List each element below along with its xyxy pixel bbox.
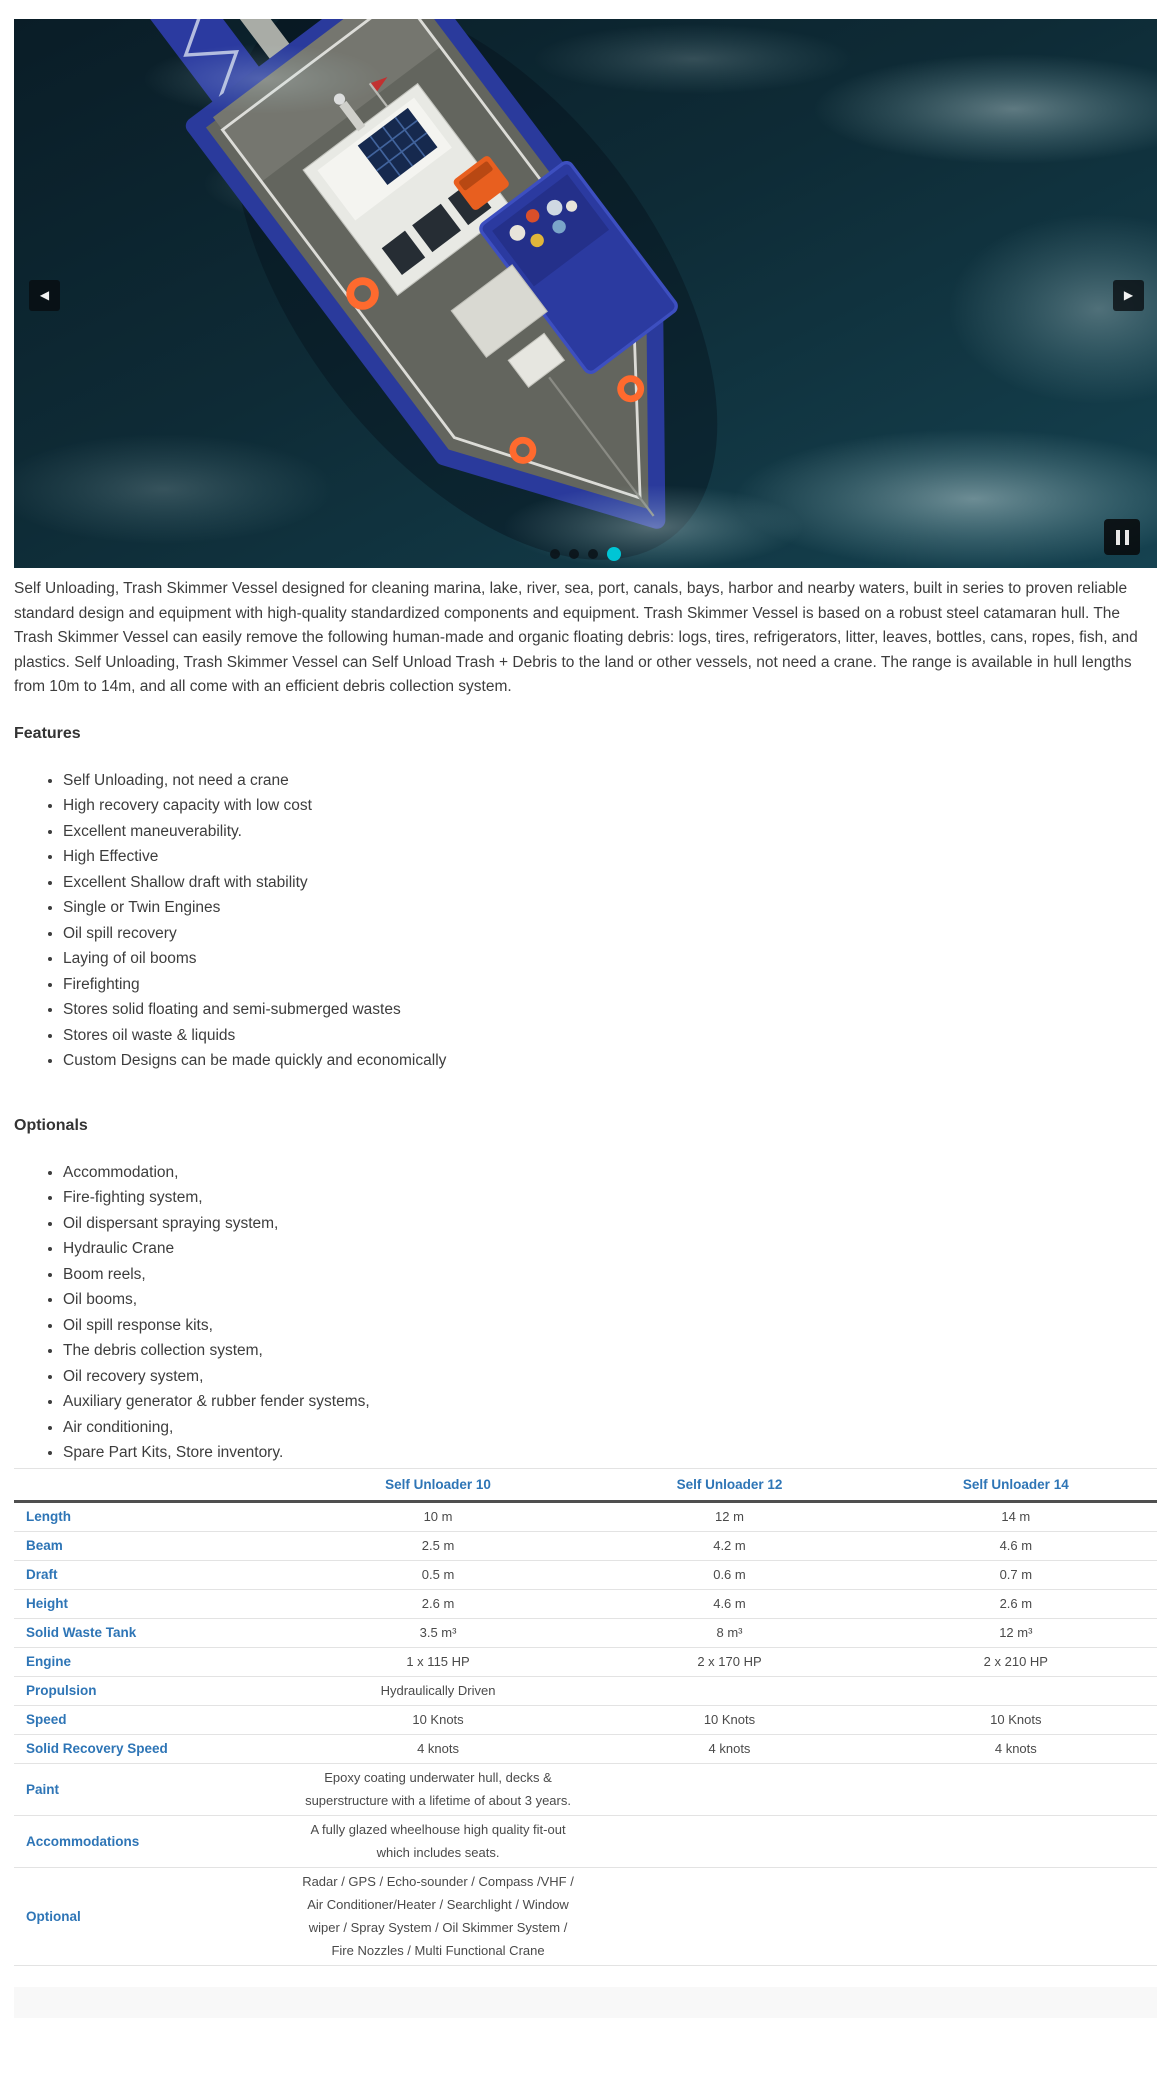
spec-label: Engine — [14, 1647, 292, 1676]
spec-value — [875, 1867, 1157, 1965]
spec-value: 2 x 210 HP — [875, 1647, 1157, 1676]
spec-value: 4 knots — [584, 1734, 874, 1763]
spec-value: 10 Knots — [584, 1705, 874, 1734]
optionals-heading: Optionals — [14, 1116, 88, 1134]
spec-row-engine — [14, 1647, 1157, 1676]
carousel-dot[interactable] — [588, 549, 598, 559]
spec-header-empty — [14, 1468, 292, 1501]
carousel-dot[interactable] — [550, 549, 560, 559]
spec-value — [292, 1763, 585, 1815]
spec-row-propulsion — [14, 1676, 1157, 1705]
carousel-dots — [550, 547, 621, 561]
spec-row-paint — [14, 1763, 1157, 1815]
pause-icon — [1116, 530, 1129, 545]
spec-value: 10 m — [423, 1509, 453, 1525]
features-heading: Features — [14, 724, 81, 742]
spec-value: 0.5 m — [292, 1560, 585, 1589]
optional-item: • Fire-fighting system, — [63, 1185, 1157, 1211]
spec-table — [14, 1468, 1157, 1966]
feature-item: • Excellent Shallow draft with stability — [63, 870, 1157, 896]
spec-header-model-10: Self Unloader 10 — [292, 1468, 585, 1501]
spec-row-accommodations — [14, 1815, 1157, 1867]
spec-value — [875, 1676, 1157, 1705]
spec-label: Propulsion — [14, 1676, 292, 1705]
spec-row-draft — [14, 1560, 1157, 1589]
feature-item: • Laying of oil booms — [63, 946, 1157, 972]
feature-item: • Stores oil waste & liquids — [63, 1023, 1157, 1049]
spec-value-text: Radar / GPS / Echo-sounder / Compass /VHF / Air Conditioner/Heater / Searchlight / Window wiper / Spray System / Oil Skimmer System / Fire Nozzles / Multi Functional Crane — [302, 1874, 574, 1959]
optional-item: • Accommodation, — [63, 1160, 1157, 1186]
spec-value — [292, 1867, 585, 1965]
chevron-right-icon: ▶ — [1123, 288, 1134, 302]
vessel-description: Self Unloading, Trash Skimmer Vessel designed for cleaning marina, lake, river, sea, port, canals, bays, harbor and nearby waters, built in series to proven reliable standard design and equipment with high-quality standardized components and equipment. Trash Skimmer Vessel is based on a robust steel catamaran hull. The Trash Skimmer Vessel can easily remove the following human-made and organic floating debris: logs, tires, refrigerators, litter, leaves, bottles, cans, ropes, fish, and plastics. Self Unloading, Trash Skimmer Vessel can Self Unload Trash + Debris to the land or other vessels, not need a crane. The range is available in hull lengths from 10m to 14m, and all come with an efficient debris collection system. — [14, 580, 1138, 696]
feature-item: • Self Unloading, not need a crane — [63, 768, 1157, 794]
spec-value — [875, 1763, 1157, 1815]
spec-value: 2 x 170 HP — [584, 1647, 874, 1676]
spec-value — [875, 1815, 1157, 1867]
spec-value: 2.5 m — [292, 1531, 585, 1560]
spec-label: Height — [14, 1589, 292, 1618]
optional-item: • Oil recovery system, — [63, 1364, 1157, 1390]
optional-item: • Auxiliary generator & rubber fender systems, — [63, 1389, 1157, 1415]
spec-value — [584, 1815, 874, 1867]
spec-value: 0.7 m — [875, 1560, 1157, 1589]
feature-item: • Excellent maneuverability. — [63, 819, 1157, 845]
spec-value — [584, 1867, 874, 1965]
spec-value — [584, 1763, 874, 1815]
feature-item: • Firefighting — [63, 972, 1157, 998]
feature-item: • Stores solid floating and semi-submerged wastes — [63, 997, 1157, 1023]
chevron-left-icon: ◀ — [39, 288, 50, 302]
optional-item: • Boom reels, — [63, 1262, 1157, 1288]
features-list — [14, 768, 1157, 1074]
spec-row-speed — [14, 1705, 1157, 1734]
spec-label: Solid Recovery Speed — [14, 1734, 292, 1763]
spec-value: 4 knots — [292, 1734, 585, 1763]
feature-item: • Custom Designs can be made quickly and economically — [63, 1048, 1157, 1074]
spec-label: Solid Waste Tank — [14, 1618, 292, 1647]
spec-header-row — [14, 1468, 1157, 1501]
carousel-next-button[interactable] — [1113, 280, 1144, 311]
spec-value — [584, 1676, 874, 1705]
optional-item: • Oil booms, — [63, 1287, 1157, 1313]
spec-row-height — [14, 1589, 1157, 1618]
spec-value: 4.6 m — [584, 1589, 874, 1618]
vessel-photo — [14, 19, 1157, 568]
spec-header-model-14: Self Unloader 14 — [875, 1468, 1157, 1501]
spec-row-beam — [14, 1531, 1157, 1560]
spec-row-optional — [14, 1867, 1157, 1965]
optional-item: • Spare Part Kits, Store inventory. — [63, 1440, 1157, 1466]
spec-value-text: A fully glazed wheelhouse high quality fit-out which includes seats. — [310, 1822, 566, 1861]
spec-value: 10 Knots — [875, 1705, 1157, 1734]
spec-header-model-12: Self Unloader 12 — [584, 1468, 874, 1501]
spec-label: Beam — [14, 1531, 292, 1560]
spec-value: 4.2 m — [584, 1531, 874, 1560]
feature-item: • Single or Twin Engines — [63, 895, 1157, 921]
spec-label: Draft — [14, 1560, 292, 1589]
feature-item: • High Effective — [63, 844, 1157, 870]
spec-value: 8 m³ — [584, 1618, 874, 1647]
spec-value: 2.6 m — [875, 1589, 1157, 1618]
optional-item: • Air conditioning, — [63, 1415, 1157, 1441]
optional-item: • Hydraulic Crane — [63, 1236, 1157, 1262]
optional-item: • Oil spill response kits, — [63, 1313, 1157, 1339]
spec-row-length — [14, 1501, 1157, 1531]
spec-value: 12 m³ — [875, 1618, 1157, 1647]
spec-value: 14 m — [1001, 1509, 1031, 1525]
spec-label: Accommodations — [14, 1815, 292, 1867]
spec-value — [292, 1815, 585, 1867]
spec-value: 4 knots — [875, 1734, 1157, 1763]
carousel-pause-button[interactable] — [1104, 519, 1140, 555]
spec-row-solid-recovery-speed — [14, 1734, 1157, 1763]
spec-label: Length — [26, 1509, 71, 1525]
spec-value: 3.5 m³ — [292, 1618, 585, 1647]
optional-item: • Oil dispersant spraying system, — [63, 1211, 1157, 1237]
spec-value: 4.6 m — [875, 1531, 1157, 1560]
feature-item: • High recovery capacity with low cost — [63, 793, 1157, 819]
spec-label: Speed — [14, 1705, 292, 1734]
spec-value: 10 Knots — [292, 1705, 585, 1734]
page — [0, 19, 1171, 2018]
spec-value: 12 m — [715, 1509, 744, 1525]
footer-bar — [14, 1987, 1157, 2018]
spec-label: Optional — [14, 1867, 292, 1965]
optionals-list — [14, 1160, 1157, 1466]
vessel-image-carousel — [14, 19, 1157, 568]
spec-value: 0.6 m — [584, 1560, 874, 1589]
carousel-prev-button[interactable] — [29, 280, 60, 311]
carousel-dot[interactable] — [569, 549, 579, 559]
spec-value: 2.6 m — [292, 1589, 585, 1618]
spec-value: Hydraulically Driven — [292, 1676, 585, 1705]
spec-row-solid-waste-tank — [14, 1618, 1157, 1647]
feature-item: • Oil spill recovery — [63, 921, 1157, 947]
optional-item: • The debris collection system, — [63, 1338, 1157, 1364]
spec-value: 1 x 115 HP — [292, 1647, 585, 1676]
carousel-dot-active[interactable] — [607, 547, 621, 561]
spec-label: Paint — [14, 1763, 292, 1815]
spec-value-text: Epoxy coating underwater hull, decks & superstructure with a lifetime of about 3 years. — [305, 1770, 571, 1809]
